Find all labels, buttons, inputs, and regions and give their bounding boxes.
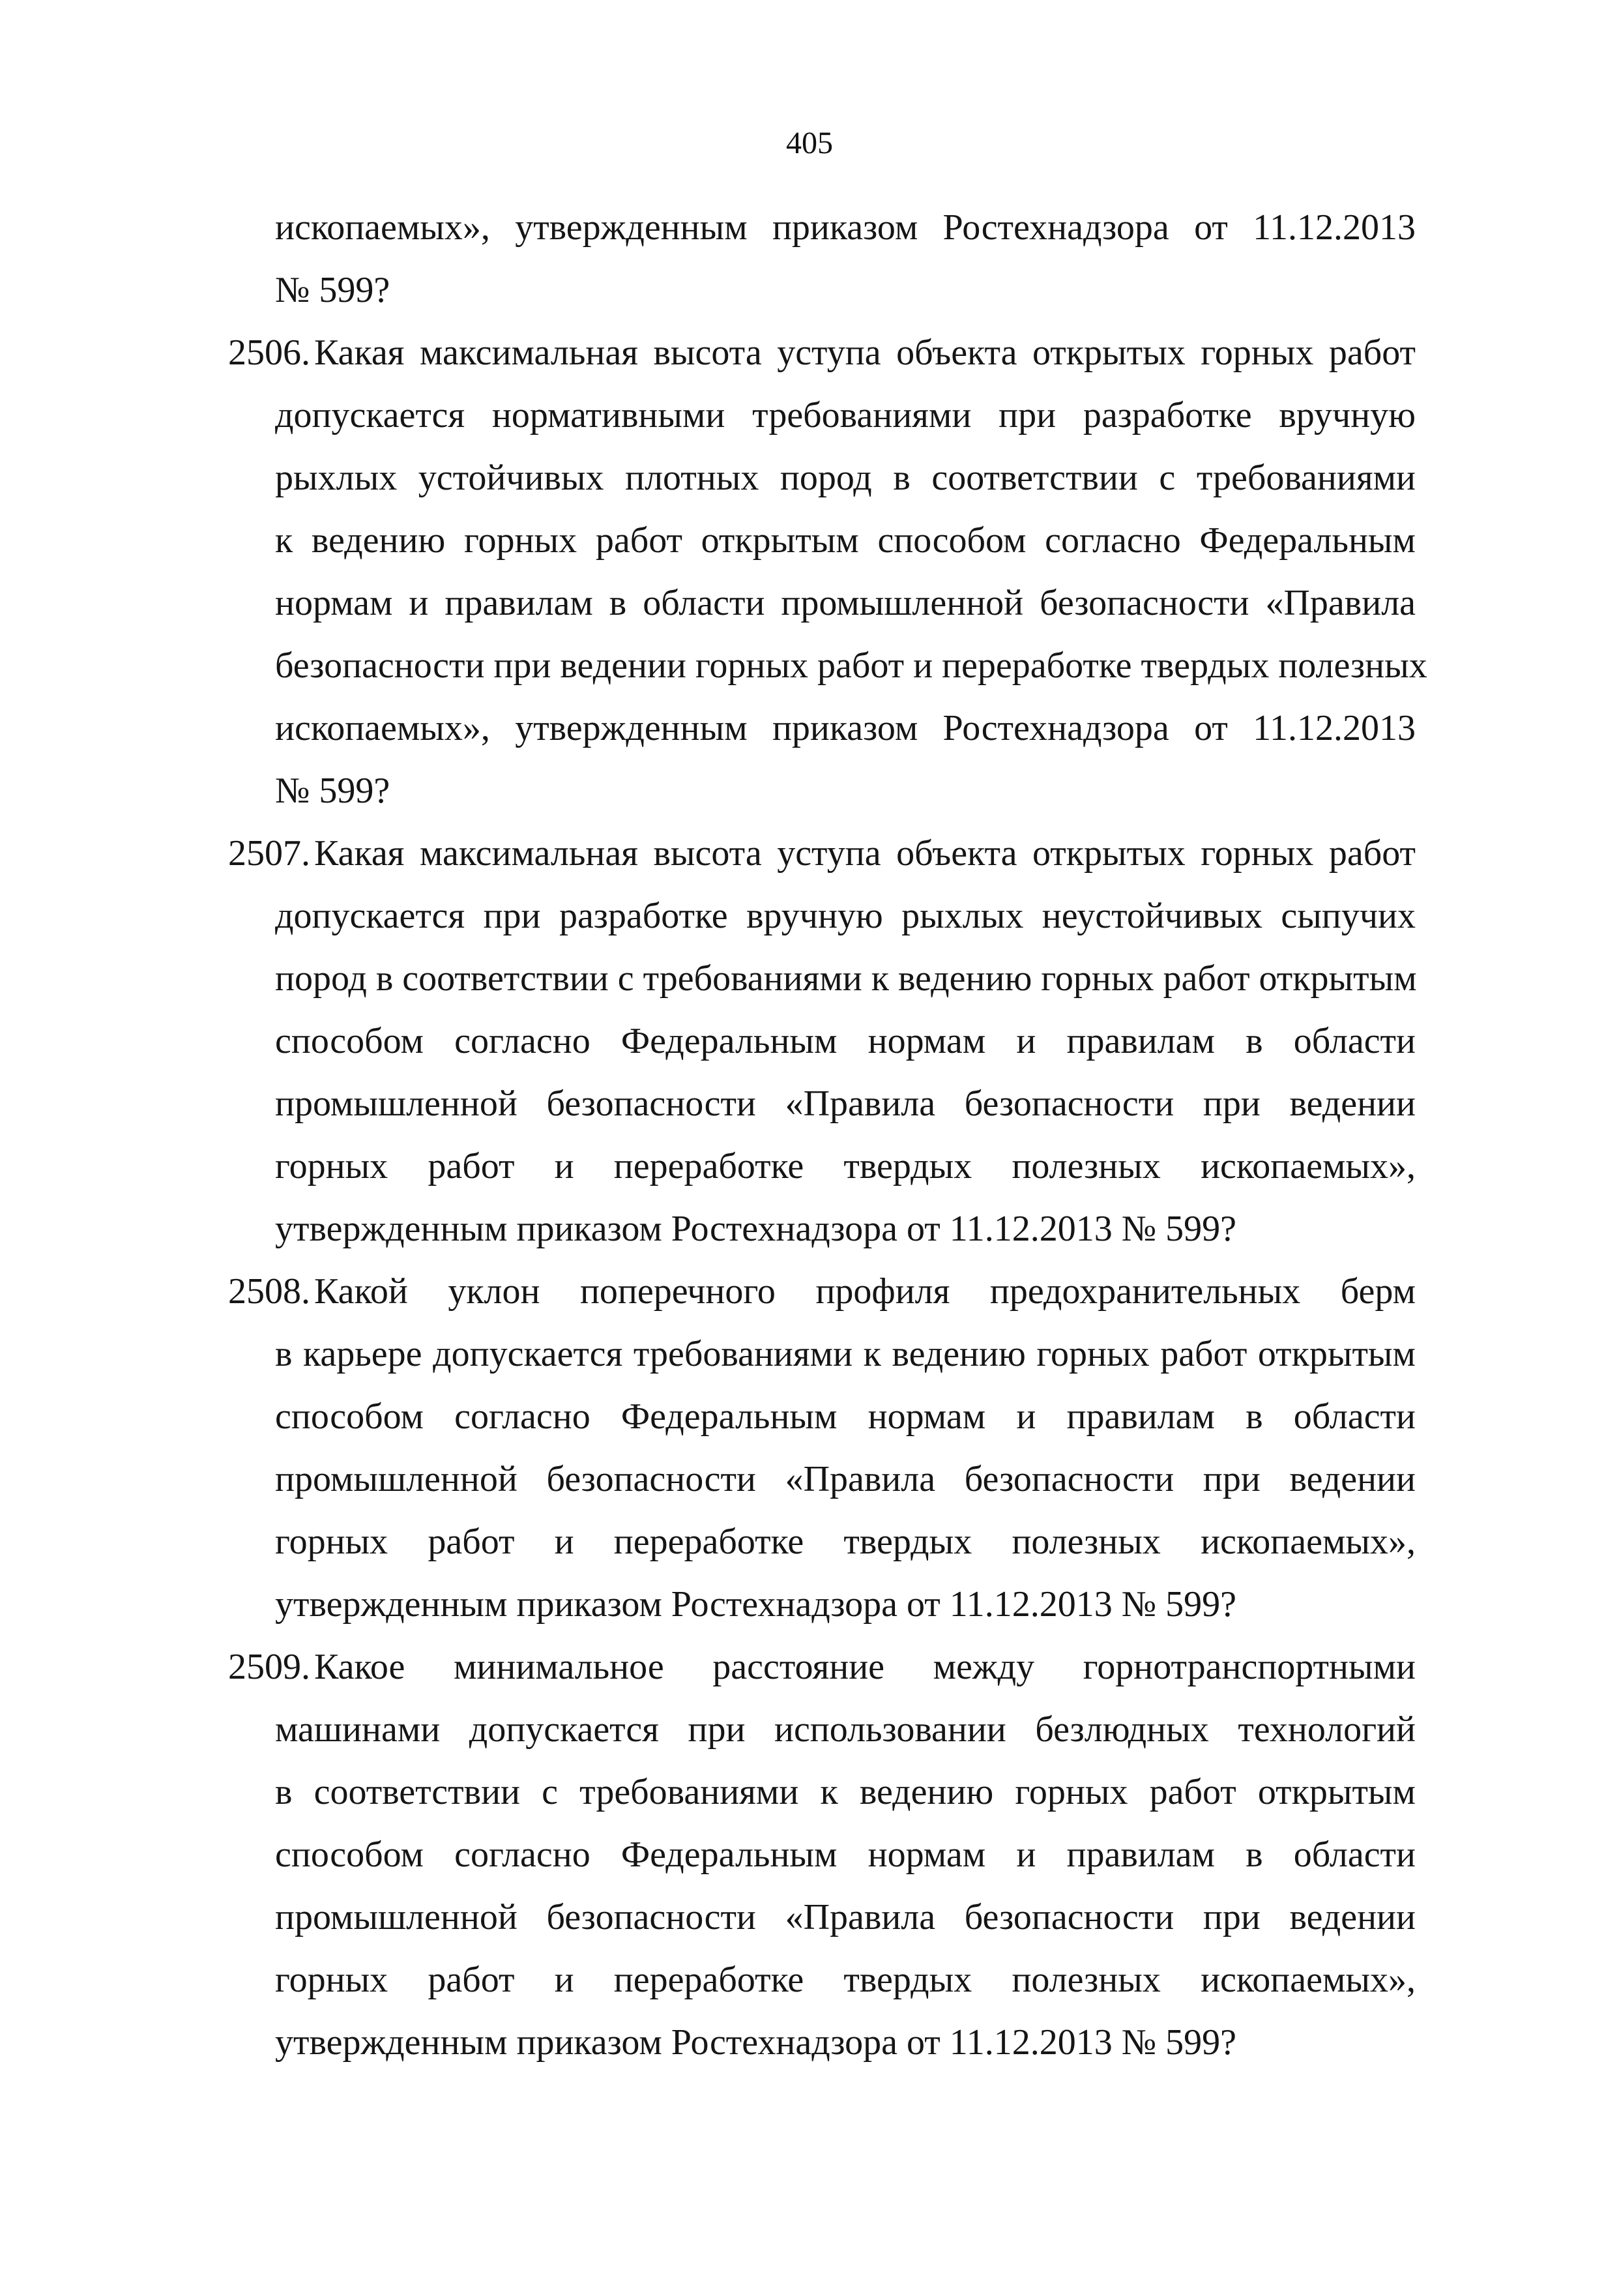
question-line: № 599? [275,771,390,811]
question-line: пород в соответствии с требованиями к ведению горных работ открытым [275,958,1417,999]
question-line: нормам и правилам в области промышленной безопасности «Правила [275,583,1416,623]
question-line: к ведению горных работ открытым способом согласно Федеральным [275,520,1416,561]
question-line: машинами допускается при использовании безлюдных технологий [275,1709,1416,1750]
question-line: Какой уклон поперечного профиля предохранительных берм [314,1271,1416,1312]
question-line: допускается при разработке вручную рыхлых неустойчивых сыпучих [275,896,1416,936]
question-number: 2506. [228,332,310,373]
continuation-line: № 599? [275,270,390,310]
question-line: в карьере допускается требованиями к ведению горных работ открытым [275,1334,1416,1374]
question-line: способом согласно Федеральным нормам и правилам в области [275,1834,1416,1875]
question-line: допускается нормативными требованиями при разработке вручную [275,395,1416,435]
question-line: способом согласно Федеральным нормам и правилам в области [275,1021,1416,1061]
continuation-line: ископаемых», утвержденным приказом Ростехнадзора от 11.12.2013 [275,207,1416,248]
question-line: ископаемых», утвержденным приказом Ростехнадзора от 11.12.2013 [275,708,1416,748]
question-line: горных работ и переработке твердых полезных ископаемых», [275,1146,1416,1186]
question-line: рыхлых устойчивых плотных пород в соответствии с требованиями [275,458,1416,498]
question-number: 2507. [228,833,310,874]
question-line: горных работ и переработке твердых полезных ископаемых», [275,1960,1416,2000]
question-line: горных работ и переработке твердых полезных ископаемых», [275,1522,1416,1562]
question-line: утвержденным приказом Ростехнадзора от 11.12.2013 № 599? [275,2022,1236,2063]
question-line: безопасности при ведении горных работ и переработке твердых полезных [275,645,1427,686]
question-line: промышленной безопасности «Правила безопасности при ведении [275,1083,1416,1124]
question-line: промышленной безопасности «Правила безопасности при ведении [275,1897,1416,1937]
question-line: Какая максимальная высота уступа объекта открытых горных работ [314,833,1416,874]
question-number: 2509. [228,1647,310,1687]
question-line: промышленной безопасности «Правила безопасности при ведении [275,1459,1416,1499]
question-line: способом согласно Федеральным нормам и правилам в области [275,1396,1416,1437]
question-number: 2508. [228,1271,310,1312]
question-line: в соответствии с требованиями к ведению горных работ открытым [275,1772,1416,1812]
question-line: Какая максимальная высота уступа объекта открытых горных работ [314,332,1416,373]
question-line: утвержденным приказом Ростехнадзора от 11.12.2013 № 599? [275,1209,1236,1249]
page-number: 405 [786,126,833,160]
question-line: утвержденным приказом Ростехнадзора от 11.12.2013 № 599? [275,1584,1236,1625]
question-line: Какое минимальное расстояние между горнотранспортными [314,1647,1416,1687]
